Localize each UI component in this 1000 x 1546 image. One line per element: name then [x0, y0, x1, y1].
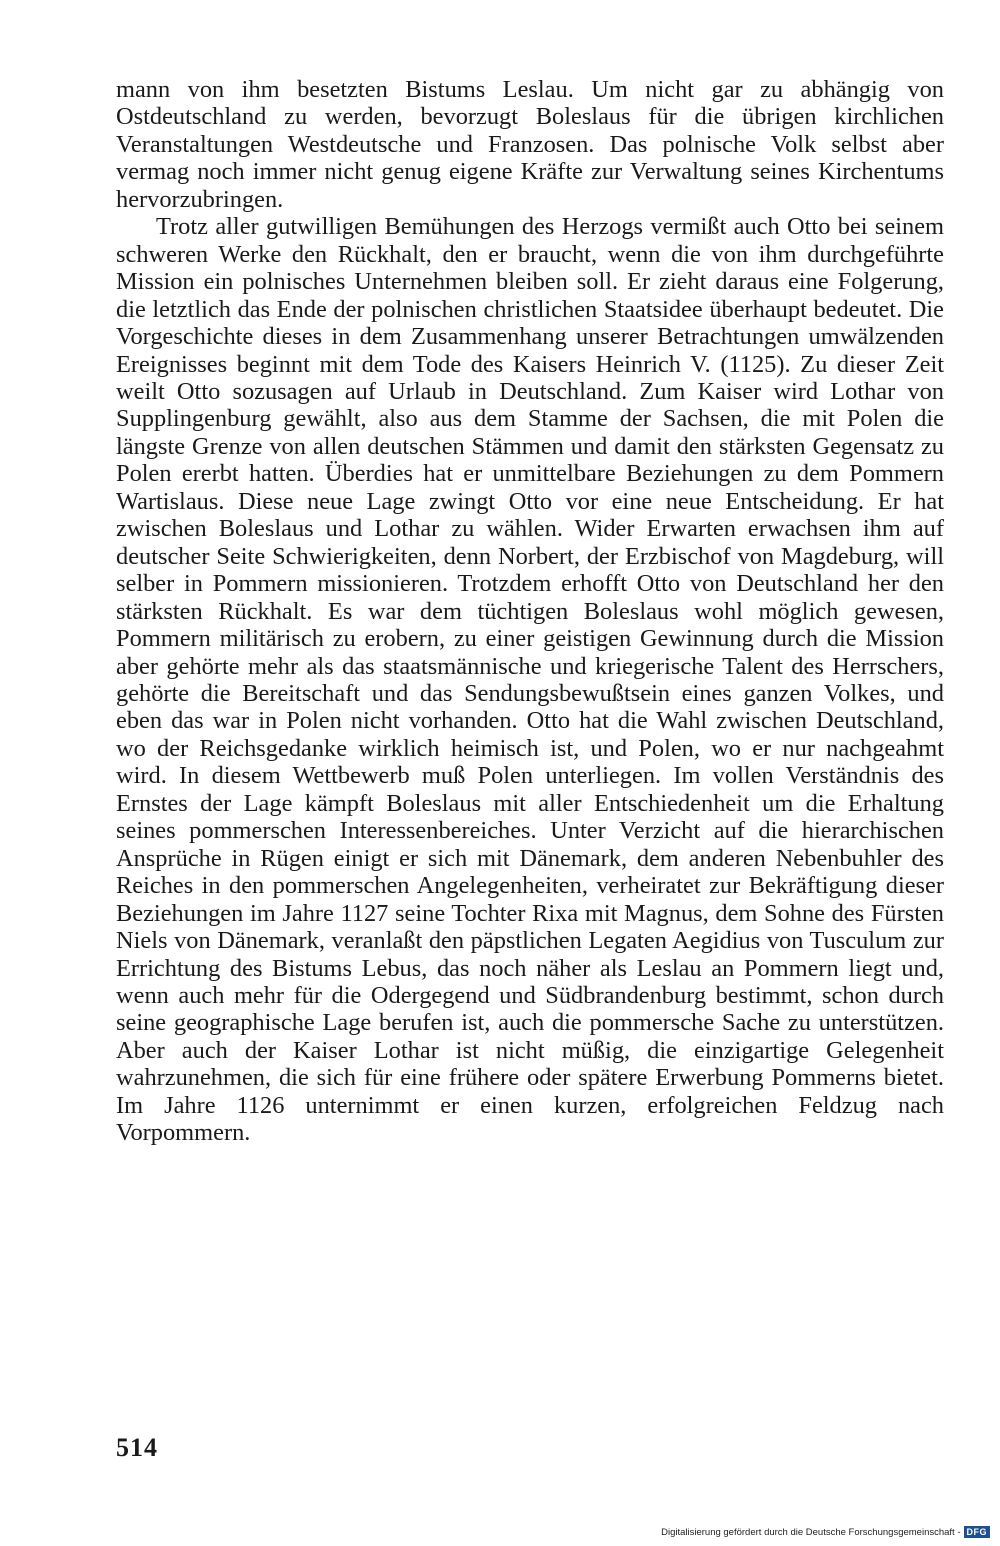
paragraph: Trotz aller gutwilligen Bemühungen des Herzogs vermißt auch Otto bei seinem schweren Werke den Rückhalt, den er braucht, wenn die von ihm durchgeführte Mission ein polnisches Unternehmen bleiben soll. Er zieht daraus eine Folgerung, die letztlich das Ende der polnischen christlichen Staatsidee überhaupt bedeutet. Die Vorgeschichte dieses in dem Zusammenhang unserer Betrachtungen umwälzenden Ereignisses beginnt mit dem Tode des Kaisers Heinrich V. (1125). Zu dieser Zeit weilt Otto sozusagen auf Urlaub in Deutschland. Zum Kaiser wird Lothar von Supplingenburg gewählt, also aus dem Stamme der Sachsen, die mit Polen die längste Grenze von allen deutschen Stämmen und damit den stärksten Gegensatz zu Polen ererbt hatten. Überdies hat er unmittelbare Beziehungen zu dem Pommern Wartislaus. Diese neue Lage zwingt Otto vor eine neue Entscheidung. Er hat zwischen Boleslaus und Lothar zu wählen. Wider Erwarten erwachsen ihm auf deutscher Seite Schwierigkeiten, denn Norbert, der Erzbischof von Magdeburg, will selber in Pommern missionieren. Trotzdem erhofft Otto von Deutschland her den stärksten Rückhalt. Es war dem tüchtigen Boleslaus wohl möglich gewesen, Pommern militärisch zu erobern, zu einer geistigen Gewinnung durch die Mission aber gehörte mehr als das staatsmännische und kriegerische Talent des Herrschers, gehörte die Bereitschaft und das Sendungsbewußtsein eines ganzen Volkes, und eben das war in Polen nicht vorhanden. Otto hat die Wahl zwischen Deutschland, wo der Reichsgedanke wirklich heimisch ist, und Polen, wo er nur nachgeahmt wird. In diesem Wettbewerb muß Polen unterliegen. Im vollen Verständnis des Ernstes der Lage kämpft Boleslaus mit aller Entschiedenheit um die Erhaltung seines pommerschen Interessenbereiches. Unter Verzicht auf die hierarchischen Ansprüche in Rügen einigt er sich mit Dänemark, dem anderen Nebenbuhler des Reiches in den pommerschen Angelegenheiten, verheiratet zur Bekräftigung dieser Beziehungen im Jahre 1127 seine Tochter Rixa mit Magnus, dem Sohne des Fürsten Niels von Dänemark, veranlaßt den päpstlichen Legaten Aegidius von Tusculum zur Errichtung des Bistums Lebus, das noch näher als Leslau an Pommern liegt und, wenn auch mehr für die Odergegend und Südbrandenburg bestimmt, schon durch seine geographische Lage berufen ist, auch die pommersche Sache zu unterstützen. Aber auch der Kaiser Lothar ist nicht müßig, die einzigartige Gelegenheit wahrzunehmen, die sich für eine frühere oder spätere Erwerbung Pommerns bietet. Im Jahre 1126 unternimmt er einen kurzen, erfolgreichen Feldzug nach Vorpommern.: [116, 213, 944, 1147]
credit-text: Digitalisierung gefördert durch die Deutsche Forschungsgemeinschaft -: [661, 1526, 961, 1538]
page-number: 514: [116, 1433, 158, 1462]
dfg-logo: DFG: [964, 1526, 991, 1538]
paragraph: mann von ihm besetzten Bistums Leslau. Um nicht gar zu abhängig von Ostdeutschland zu werden, bevorzugt Boleslaus für die übrigen kirchlichen Veranstaltungen Westdeutsche und Franzosen. Das polnische Volk selbst aber vermag noch immer nicht genug eigene Kräfte zur Verwaltung seines Kirchentums hervorzubringen.: [116, 76, 944, 213]
page-body: [116, 76, 944, 1147]
digitization-credit: [661, 1526, 990, 1538]
